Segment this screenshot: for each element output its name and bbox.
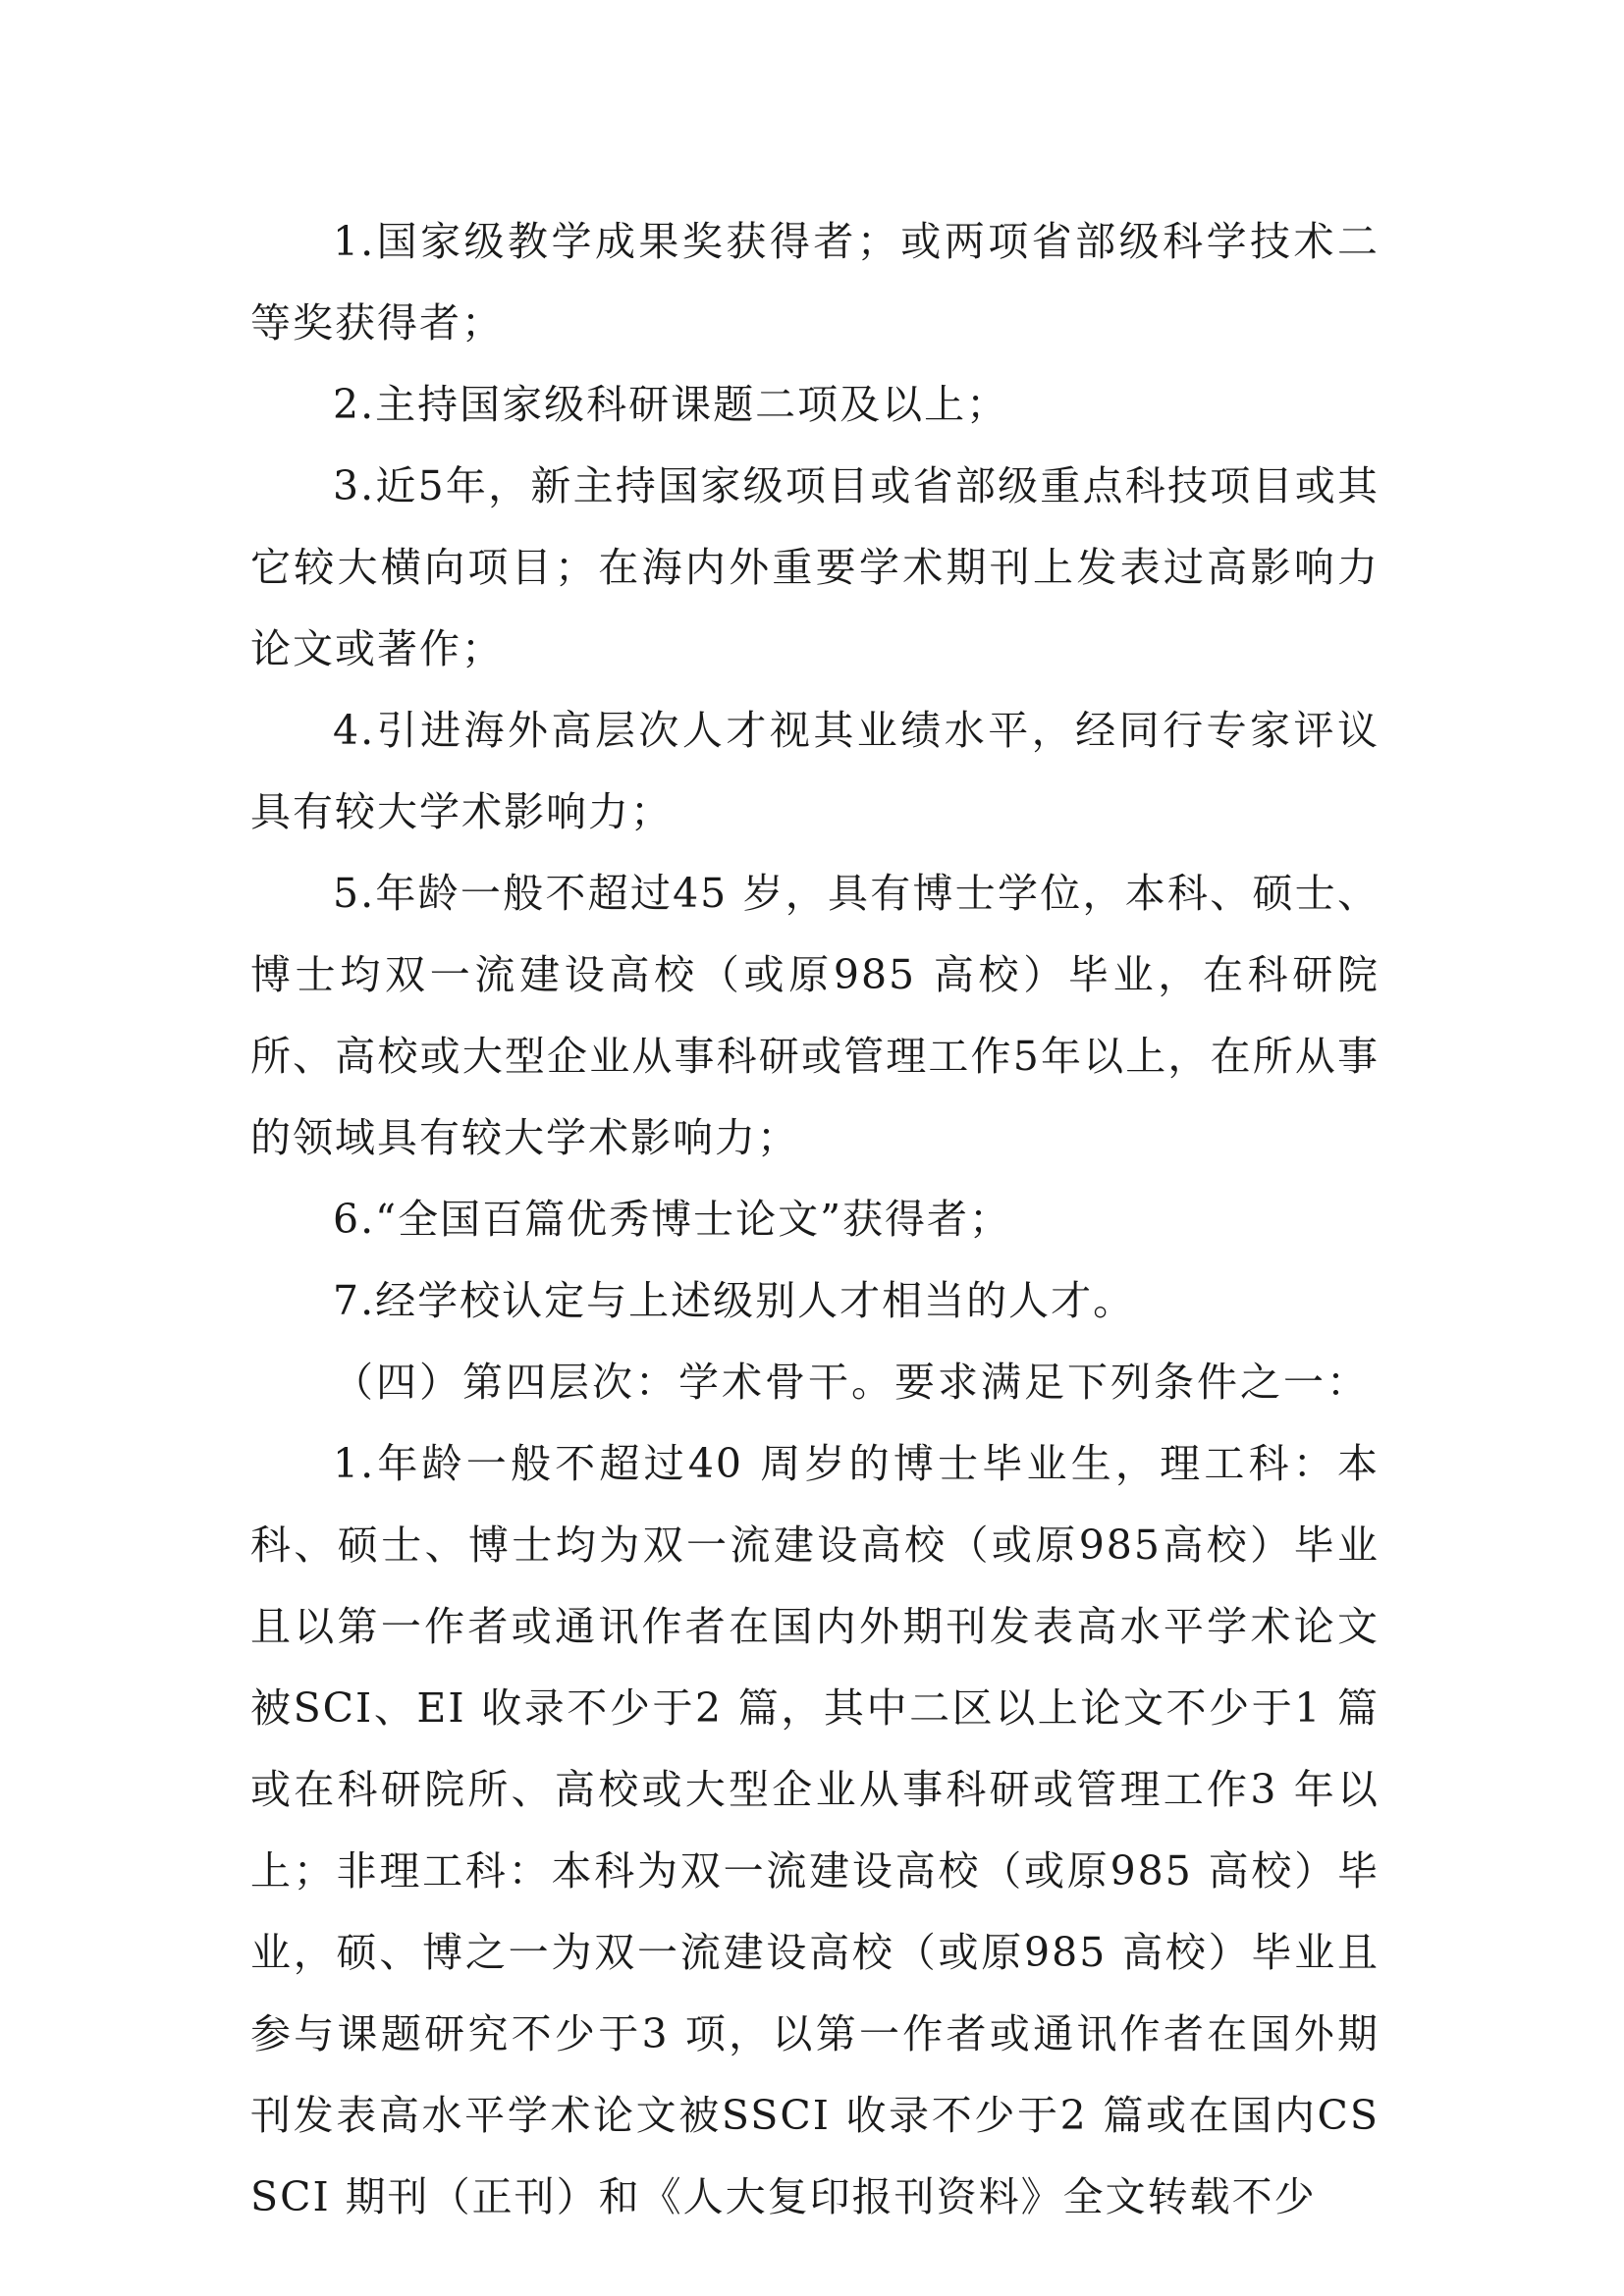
level-4-criterion-item-1: 1.年龄一般不超过40 周岁的博士毕业生，理工科：本科、硕士、博士均为双一流建设高校（或原985高校）毕业且以第一作者或通讯作者在国内外期刊发表高水平学术论文被SCI、EI 收录不少于2 篇，其中二区以上论文不少于1 篇或在科研院所、高校或大型企业从事科研或管理工作3 年以上；非理工科：本科为双一流建设高校（或原985 高校）毕业，硕、博之一为双一流建设高校（或原985 高校）毕业且参与课题研究不少于3 项，以第一作者或通讯作者在国外期刊发表高水平学术论文被SSCI 收录不少于2 篇或在国内CSSCI 期刊（正刊）和《人大复印报刊资料》全文转载不少 xyxy=(250,1440,1380,2220)
document-body xyxy=(250,201,1380,2238)
criterion-item-5: 5.年龄一般不超过45 岁，具有博士学位，本科、硕士、博士均双一流建设高校（或原985 高校）毕业，在科研院所、高校或大型企业从事科研或管理工作5年以上，在所从事的领域具有较大学术影响力； xyxy=(250,870,1380,1161)
criterion-item-6: 6.“全国百篇优秀博士论文”获得者； xyxy=(333,1196,1012,1243)
criterion-item-7: 7.经学校认定与上述级别人才相当的人才。 xyxy=(333,1277,1136,1324)
criterion-item-1: 1.国家级教学成果奖获得者；或两项省部级科学技术二等奖获得者； xyxy=(250,218,1380,347)
criterion-item-4: 4.引进海外高层次人才视其业绩水平，经同行专家评议具有较大学术影响力； xyxy=(250,707,1380,835)
criterion-item-2: 2.主持国家级科研课题二项及以上； xyxy=(333,381,1009,428)
section-heading-level-4: （四）第四层次：学术骨干。要求满足下列条件之一： xyxy=(333,1359,1370,1406)
criterion-item-3: 3.近5年，新主持国家级项目或省部级重点科技项目或其它较大横向项目；在海内外重要学术期刊上发表过高影响力论文或著作； xyxy=(250,462,1380,672)
